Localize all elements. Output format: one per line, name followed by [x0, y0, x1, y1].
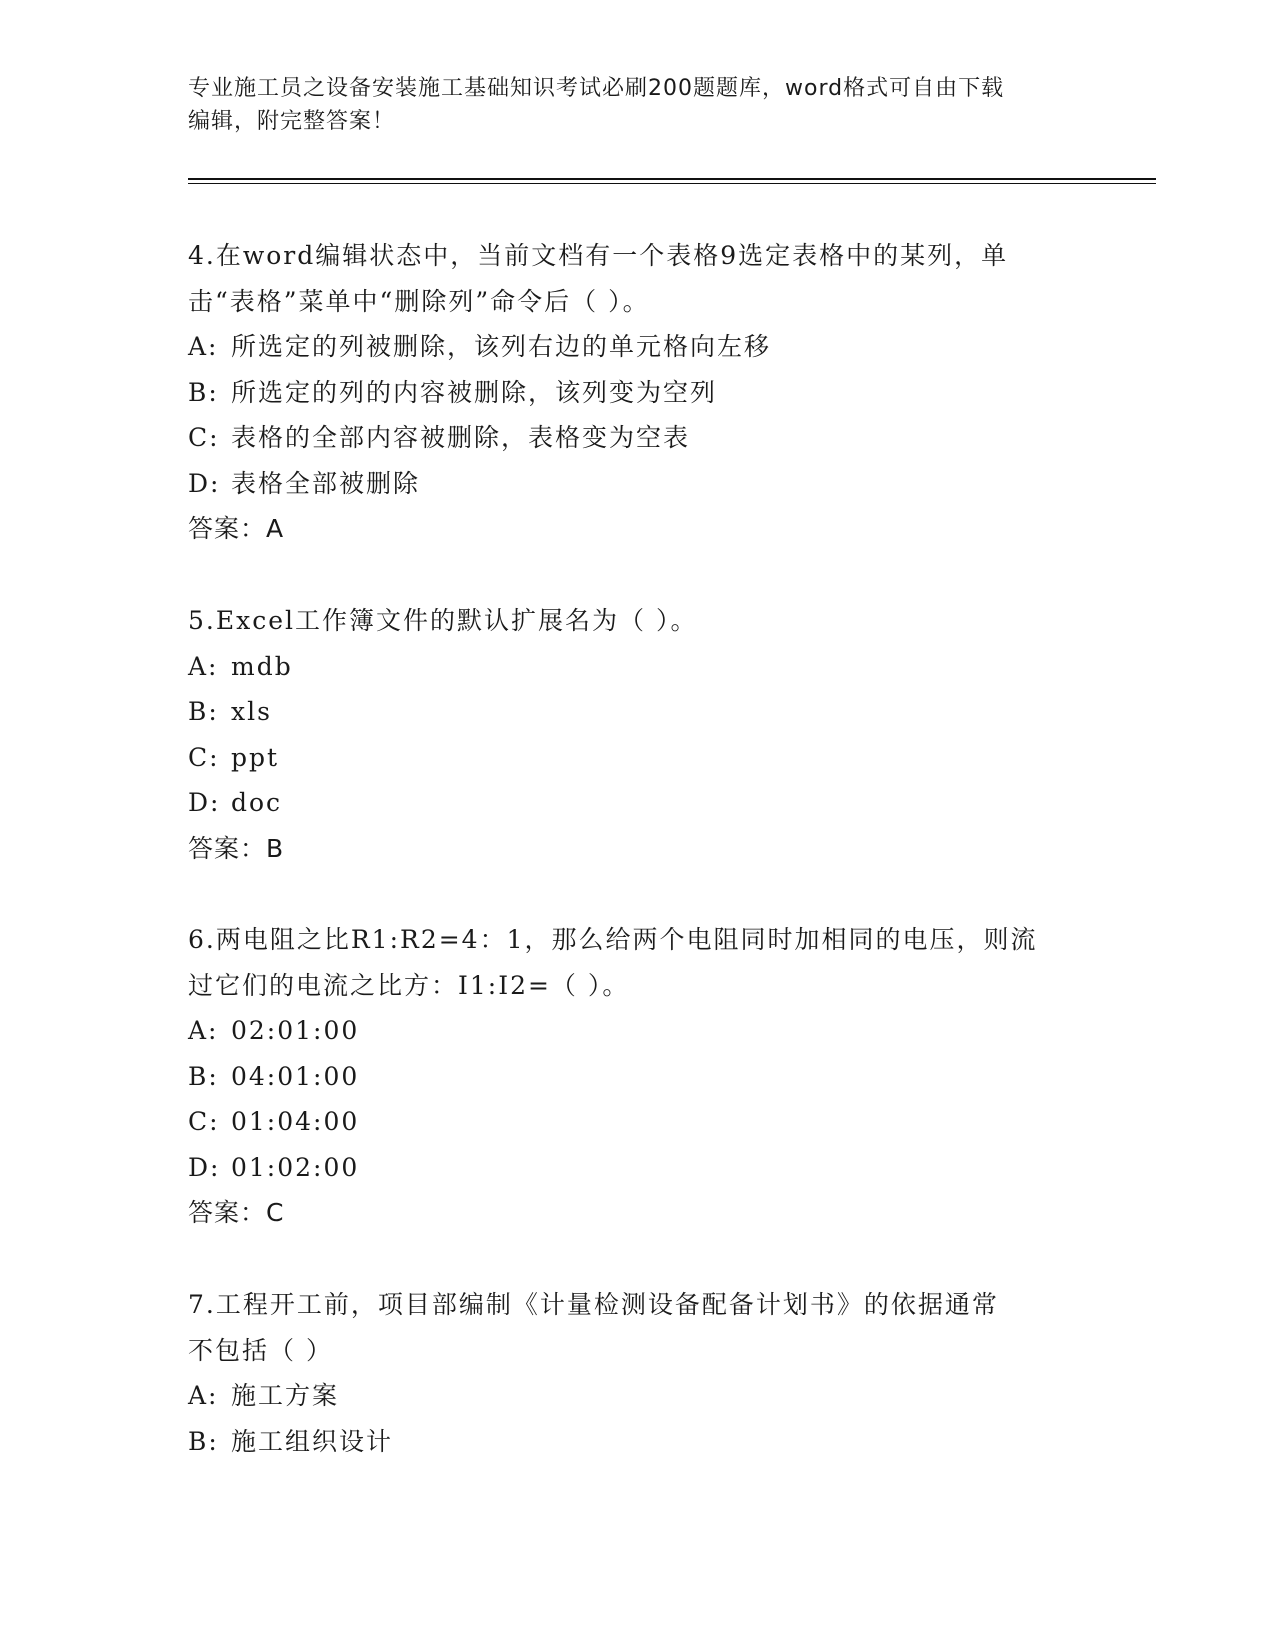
- option-key: C:: [188, 742, 220, 772]
- option-text: 施工方案: [231, 1381, 340, 1410]
- option-text: 04:01:00: [231, 1061, 360, 1091]
- option-a: [188, 1008, 1088, 1054]
- option-text: 表格的全部内容被删除，表格变为空表: [231, 423, 691, 452]
- question-stem-line-2: 击“表格”菜单中“删除列”命令后（ ）。: [188, 286, 650, 316]
- option-text: 所选定的列被删除，该列右边的单元格向左移: [231, 332, 772, 361]
- option-text: ppt: [231, 742, 280, 772]
- option-key: A:: [188, 651, 219, 681]
- option-key: D:: [188, 788, 221, 817]
- option-key: D:: [188, 468, 221, 498]
- answer-line: 答案：A: [188, 514, 285, 543]
- question-stem-line-1: 4.在word编辑状态中，当前文档有一个表格9选定表格中的某列，单: [188, 241, 1009, 270]
- header-rule-thick: [188, 178, 1156, 180]
- answer-line: 答案：B: [188, 833, 285, 863]
- option-text: mdb: [231, 651, 293, 681]
- option-key: B:: [188, 377, 219, 407]
- option-text: 表格全部被删除: [231, 468, 421, 498]
- header-line-2: 编辑，附完整答案！: [188, 109, 396, 134]
- question-stem-line-1: 5.Excel工作簿文件的默认扩展名为（ ）。: [188, 606, 698, 635]
- option-key: B:: [188, 697, 219, 726]
- option-text: 施工组织设计: [231, 1426, 394, 1456]
- option-key: A:: [188, 1381, 219, 1410]
- option-key: B:: [188, 1061, 219, 1091]
- question-4: [188, 233, 1088, 552]
- option-c: [188, 415, 1088, 461]
- option-key: A:: [188, 1016, 219, 1045]
- option-text: xls: [231, 697, 272, 726]
- option-c: [188, 735, 1088, 781]
- option-key: D:: [188, 1152, 221, 1182]
- option-d: [188, 1145, 1088, 1191]
- question-stem-line-1: 6.两电阻之比R1:R2=4：1，那么给两个电阻同时加相同的电压，则流: [188, 925, 1038, 954]
- question-7: [188, 1282, 1088, 1464]
- option-text: 02:01:00: [231, 1016, 360, 1045]
- question-6: [188, 917, 1088, 1236]
- option-text: 01:04:00: [231, 1107, 360, 1136]
- option-key: B:: [188, 1426, 219, 1456]
- option-b: [188, 1419, 1088, 1465]
- option-d: [188, 461, 1088, 507]
- option-b: [188, 370, 1088, 416]
- question-stem-line-2: 过它们的电流之比方：I1:I2=（ ）。: [188, 970, 630, 1000]
- option-b: [188, 1054, 1088, 1100]
- option-key: A:: [188, 332, 219, 361]
- option-a: [188, 1373, 1088, 1419]
- question-stem-line-2: 不包括（ ）: [188, 1335, 333, 1365]
- question-5: [188, 598, 1088, 871]
- option-text: 所选定的列的内容被删除，该列变为空列: [231, 377, 718, 407]
- option-key: C:: [188, 1107, 220, 1136]
- option-key: C:: [188, 423, 220, 452]
- option-d: [188, 780, 1088, 826]
- option-text: 01:02:00: [231, 1152, 360, 1182]
- question-stem-line-1: 7.工程开工前，项目部编制《计量检测设备配备计划书》的依据通常: [188, 1290, 999, 1319]
- option-text: doc: [231, 788, 283, 817]
- header-rule-thin: [188, 183, 1156, 184]
- header-line-1: 专业施工员之设备安装施工基础知识考试必刷200题题库，word格式可自由下载: [188, 76, 1005, 101]
- option-c: [188, 1099, 1088, 1145]
- option-b: [188, 689, 1088, 735]
- answer-line: 答案：C: [188, 1198, 285, 1227]
- document-header: [188, 72, 1088, 138]
- option-a: [188, 644, 1088, 690]
- option-a: [188, 324, 1088, 370]
